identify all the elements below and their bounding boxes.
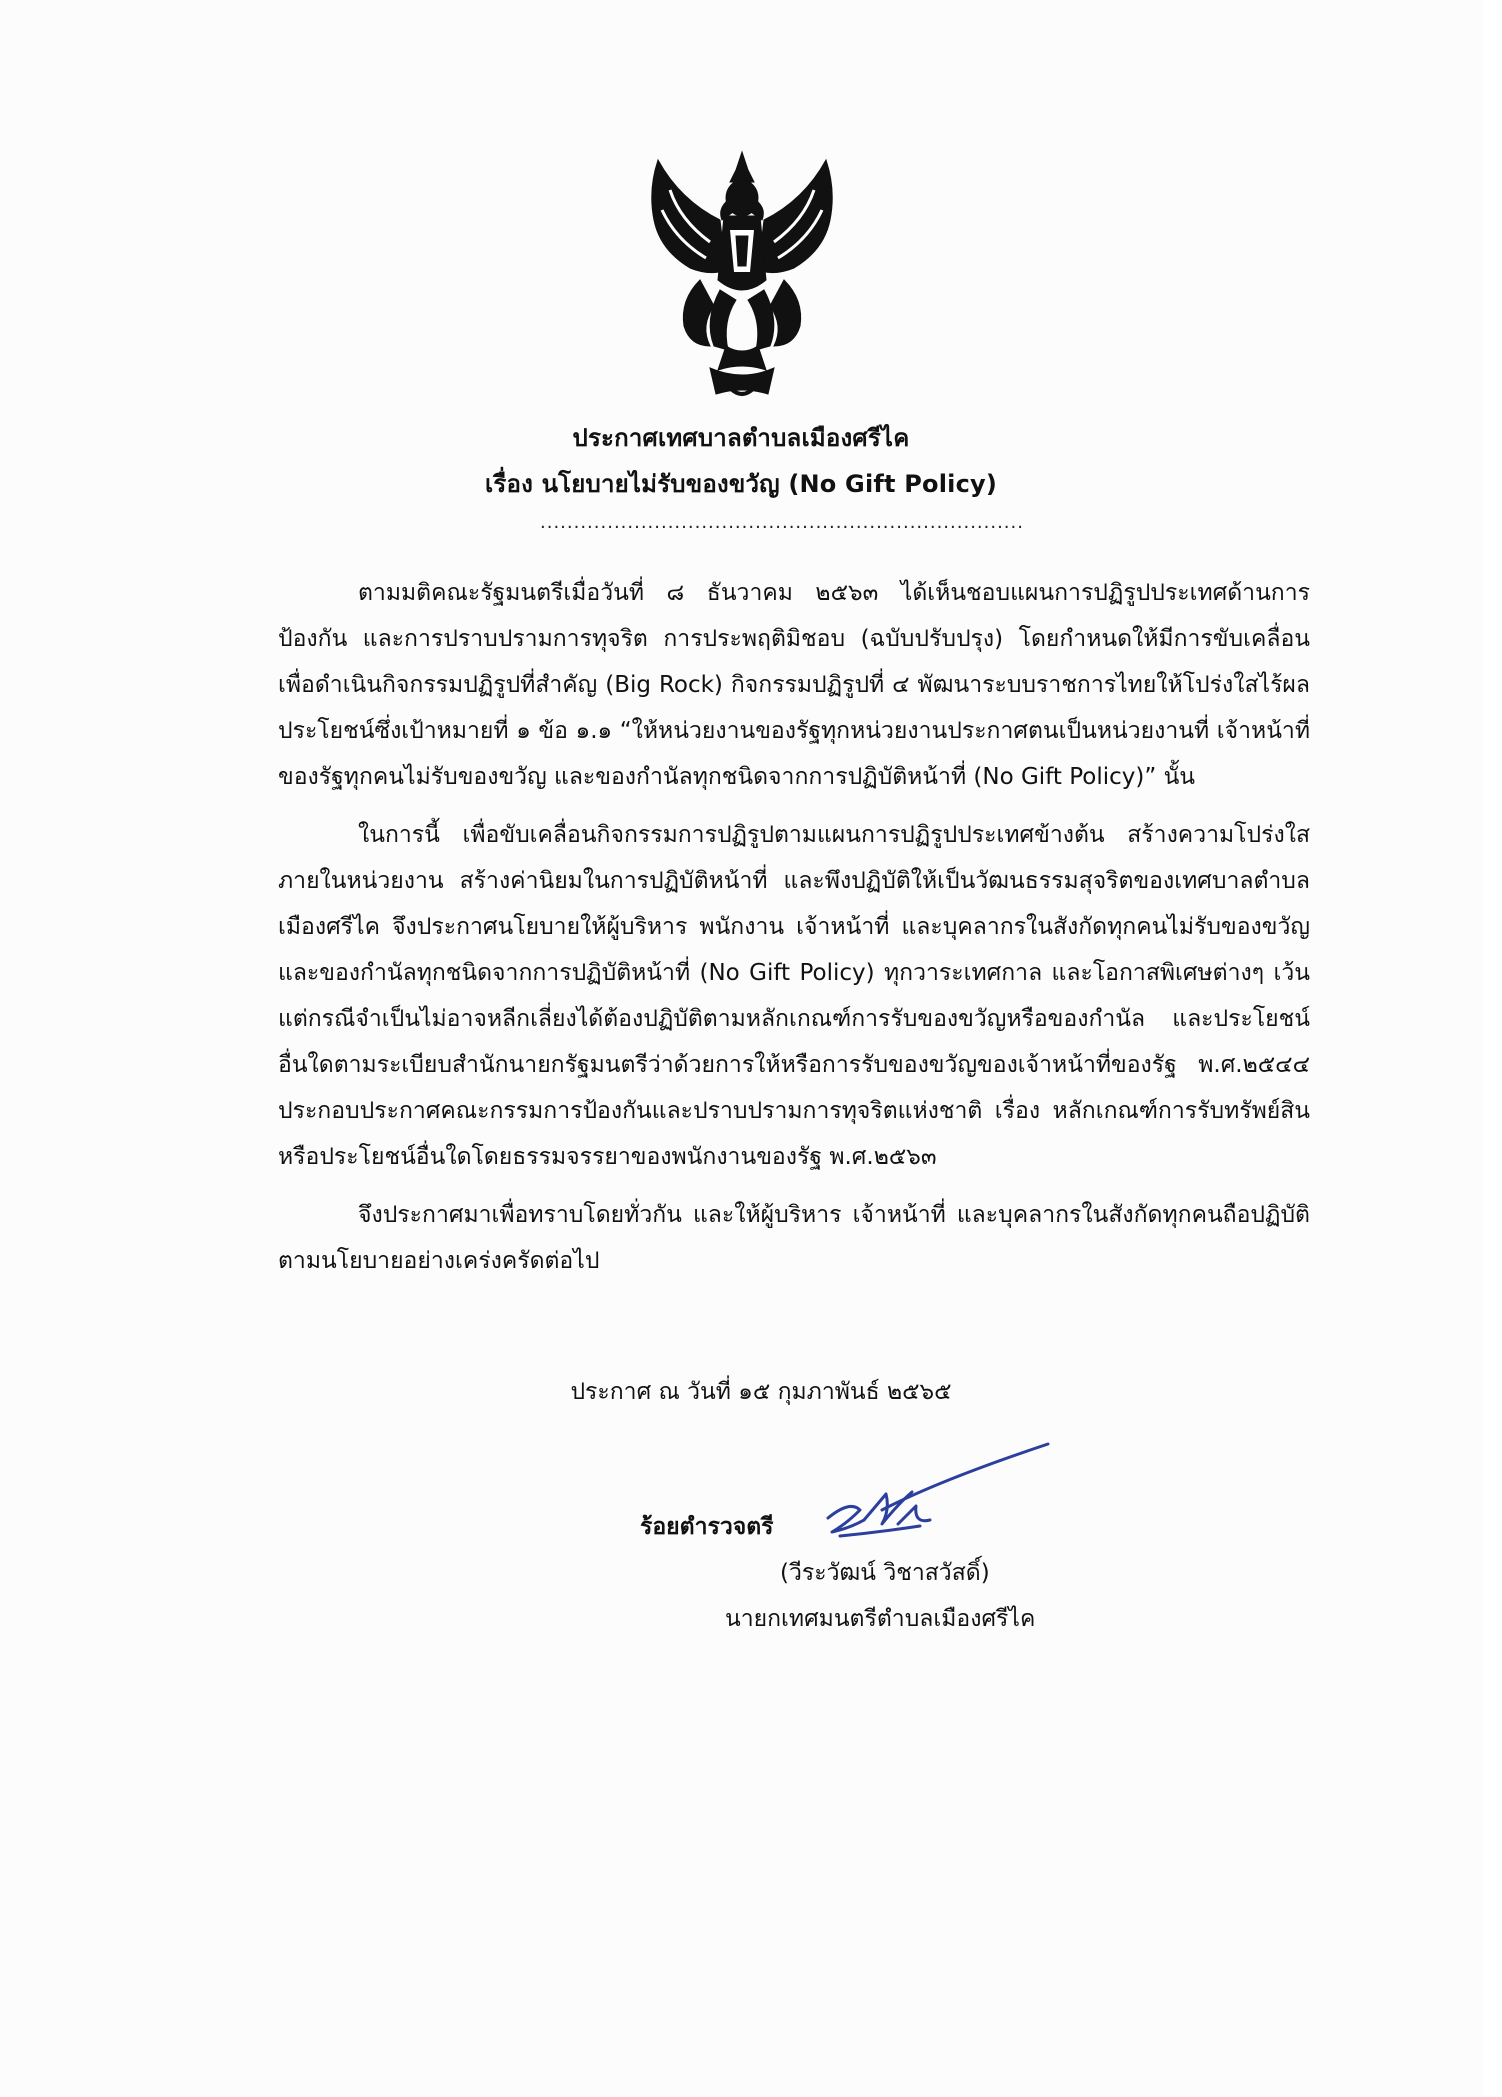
- announcement-body: [278, 570, 1310, 1296]
- signer-position: นายกเทศมนตรีตำบลเมืองศรีไค: [725, 1606, 1036, 1632]
- announcement-title: ประกาศเทศบาลตำบลเมืองศรีไค: [572, 424, 910, 452]
- announcement-date: ประกาศ ณ วันที่ ๑๕ กุมภาพันธ์ ๒๕๖๕: [570, 1379, 952, 1405]
- body-paragraph-1: ตามมติคณะรัฐมนตรีเมื่อวันที่ ๘ ธันวาคม ๒๕๖๓ ได้เห็นชอบแผนการปฏิรูปประเทศด้านการป้องกัน และการปราบปรามการทุจริต การประพฤติมิชอบ (ฉบับปรับปรุง) โดยกำหนดให้มีการขับเคลื่อนเพื่อดำเนินกิจกรรมปฏิรูปที่สำคัญ (Big Rock) กิจกรรมปฏิรูปที่ ๔ พัฒนาระบบราชการไทยให้โปร่งใสไร้ผลประโยชน์ซึ่งเป้าหมายที่ ๑ ข้อ ๑.๑ “ให้หน่วยงานของรัฐทุกหน่วยงานประกาศตนเป็นหน่วยงานที่ เจ้าหน้าที่ของรัฐทุกคนไม่รับของขวัญ และของกำนัลทุกชนิดจากการปฏิบัติหน้าที่ (No Gift Policy)” นั้น: [278, 580, 1310, 790]
- announcement-subject: เรื่อง นโยบายไม่รับของขวัญ (No Gift Policy): [484, 470, 998, 498]
- handwritten-signature-icon: [820, 1440, 1050, 1550]
- signer-rank: ร้อยตำรวจตรี: [640, 1514, 774, 1540]
- body-paragraph-3: จึงประกาศมาเพื่อทราบโดยทั่วกัน และให้ผู้บริหาร เจ้าหน้าที่ และบุคลากรในสังกัดทุกคนถือปฏิบัติตามนโยบายอย่างเคร่งครัดต่อไป: [278, 1202, 1310, 1274]
- garuda-emblem-icon: [640, 150, 845, 400]
- body-paragraph-2: ในการนี้ เพื่อขับเคลื่อนกิจกรรมการปฏิรูปตามแผนการปฏิรูปประเทศข้างต้น สร้างความโปร่งใสภายในหน่วยงาน สร้างค่านิยมในการปฏิบัติหน้าที่ และพึงปฏิบัติให้เป็นวัฒนธรรมสุจริตของเทศบาลตำบลเมืองศรีไค จึงประกาศนโยบายให้ผู้บริหาร พนักงาน เจ้าหน้าที่ และบุคลากรในสังกัดทุกคนไม่รับของขวัญ และของกำนัลทุกชนิดจากการปฏิบัติหน้าที่ (No Gift Policy) ทุกวาระเทศกาล และโอกาสพิเศษต่างๆ เว้นแต่กรณีจำเป็นไม่อาจหลีกเลี่ยงได้ต้องปฏิบัติตามหลักเกณฑ์การรับของขวัญหรือของกำนัล และประโยชน์อื่นใดตามระเบียบสำนักนายกรัฐมนตรีว่าด้วยการให้หรือการรับของขวัญของเจ้าหน้าที่ของรัฐ พ.ศ.๒๕๔๔ ประกอบประกาศคณะกรรมการป้องกันและปราบปรามการทุจริตแห่งชาติ เรื่อง หลักเกณฑ์การรับทรัพย์สินหรือประโยชน์อื่นใดโดยธรรมจรรยาของพนักงานของรัฐ พ.ศ.๒๕๖๓: [278, 822, 1310, 1170]
- title-separator: ........................................................................: [540, 512, 1024, 533]
- signer-name: (วีระวัฒน์ วิชาสวัสดิ์): [780, 1560, 990, 1586]
